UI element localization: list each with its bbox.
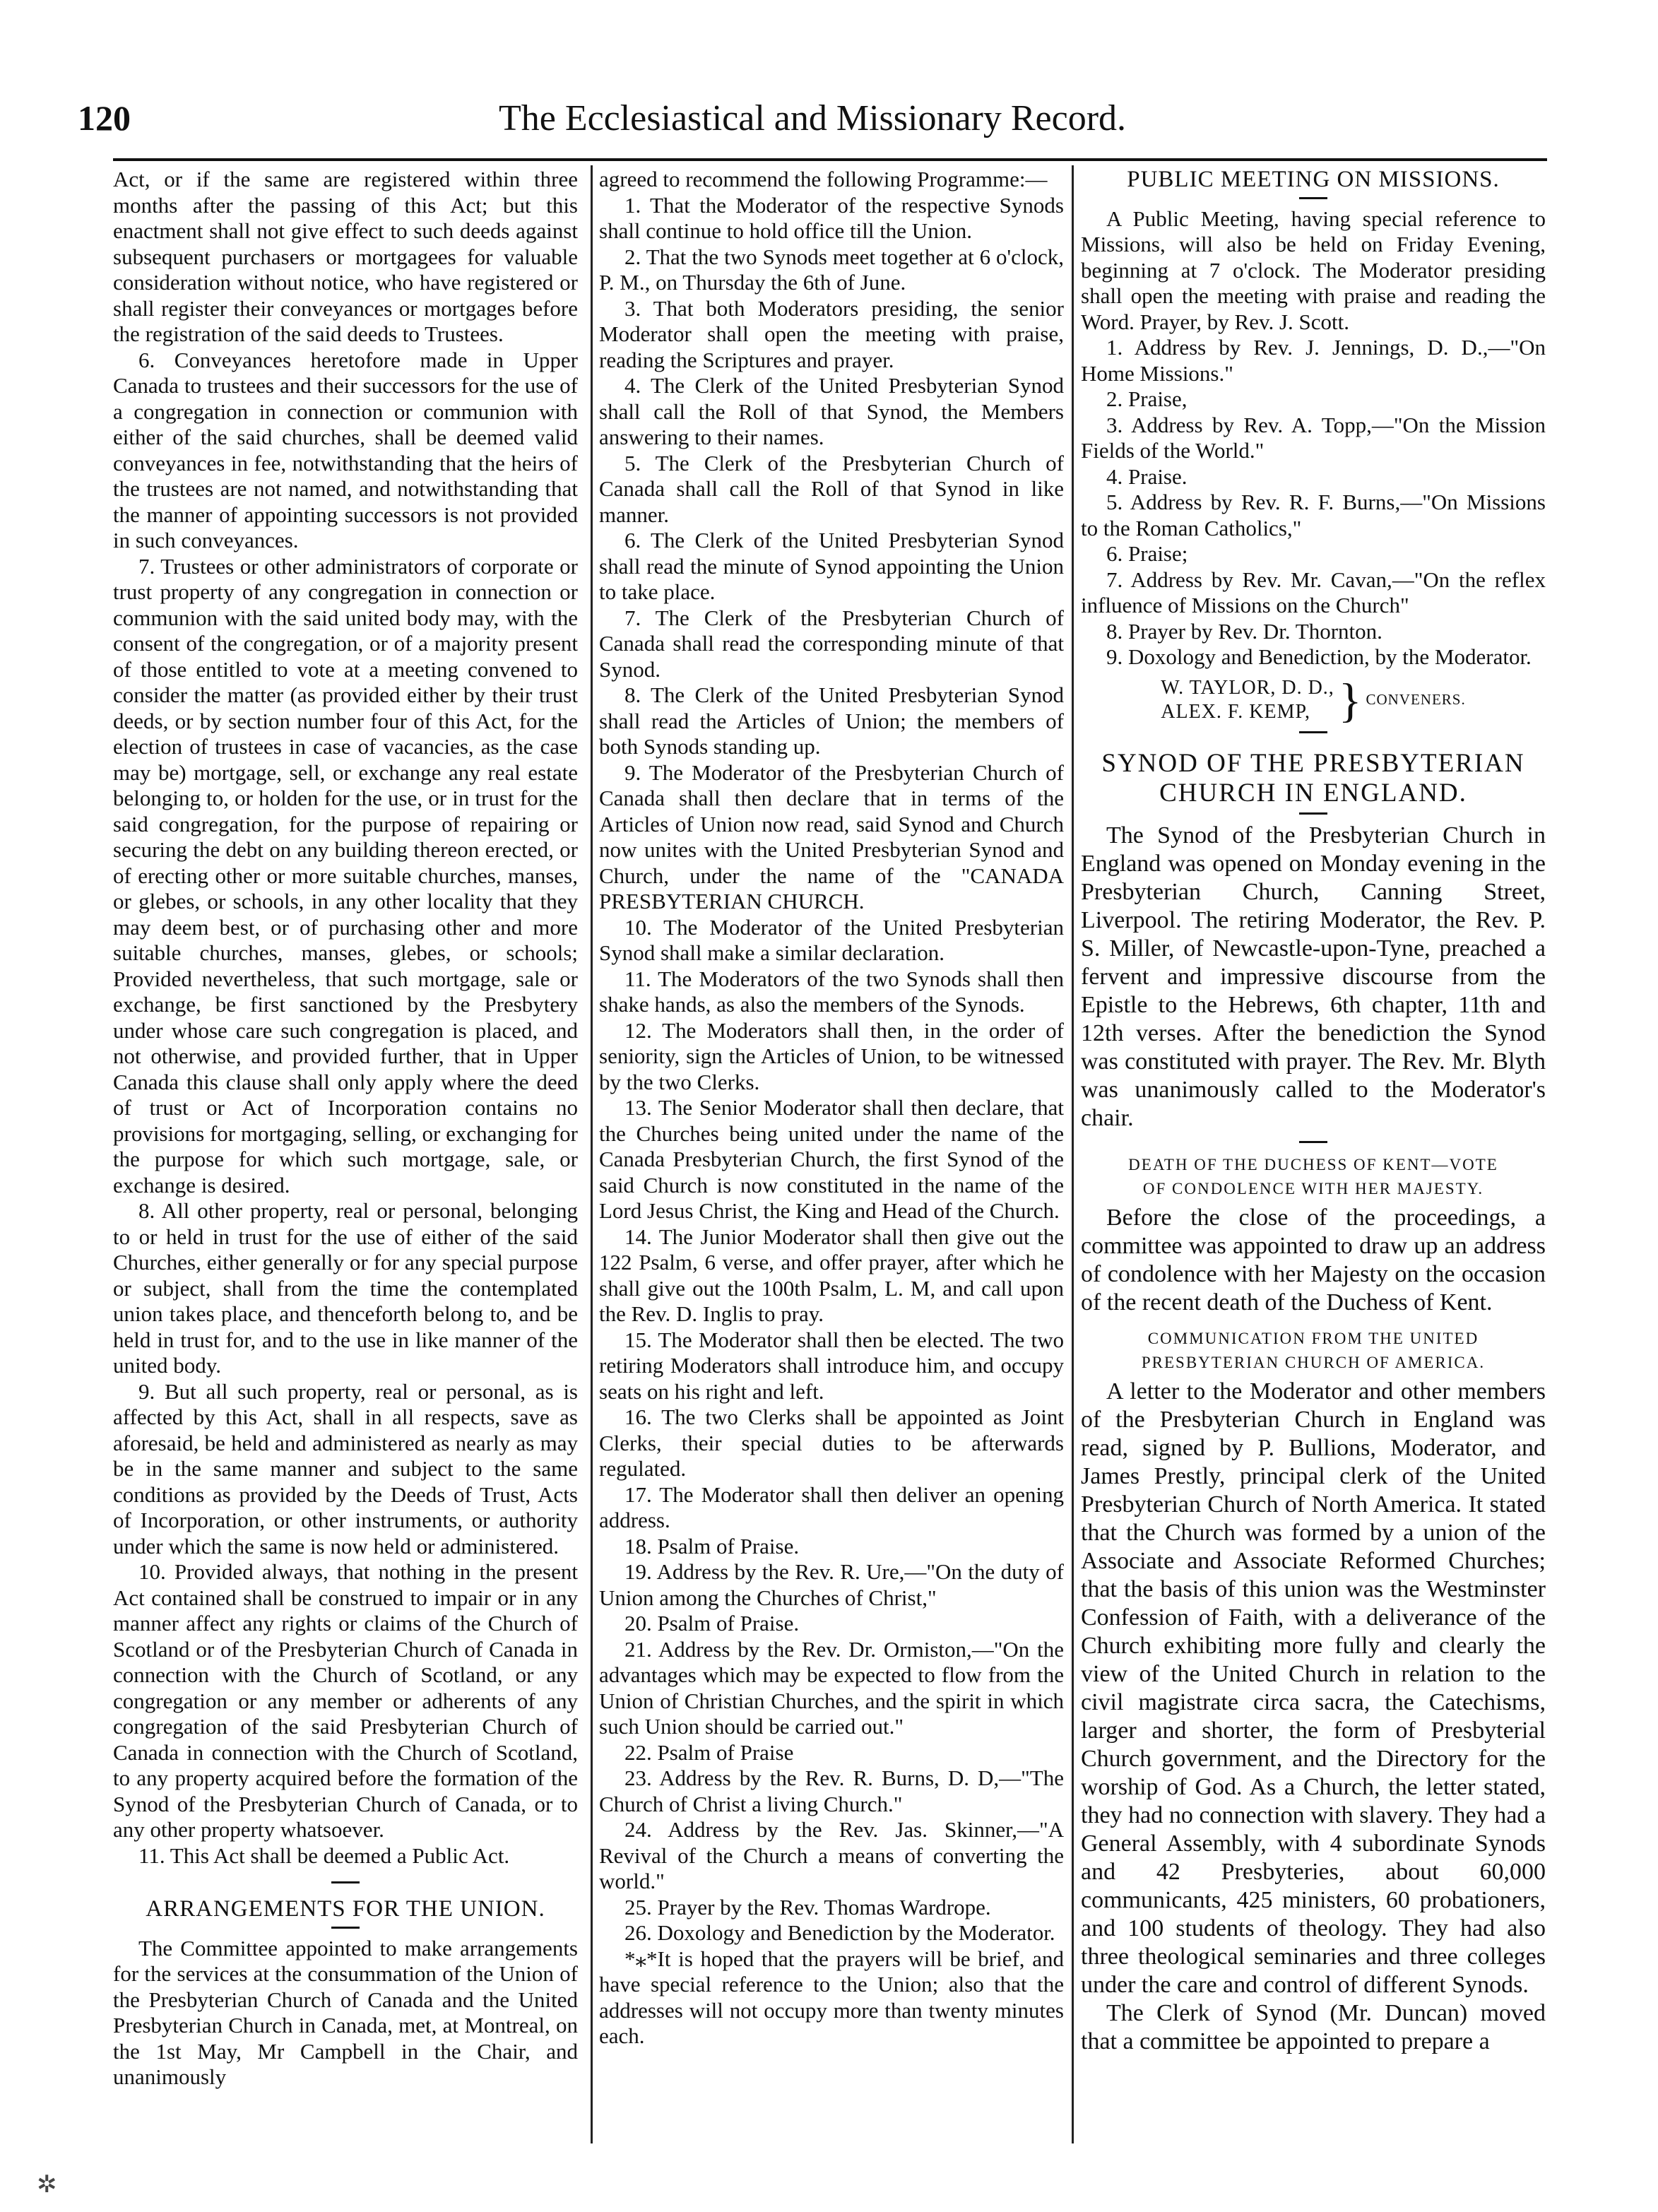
separator [1299,731,1327,733]
section-heading: SYNOD OF THE PRESBYTERIAN CHURCH IN ENGLAND. [1101,748,1525,808]
paragraph: 7. Trustees or other administrators of corporate or trust property of any congregation in connection or communion with the said united body may, with the consent of the congregation, or of a majority present of those entitled to vote at a meeting convened to consider the matter (as provided either by their trust deeds, or by section number four of this Act, for the election of trustees in case of vacancies, as the case may be) mortgage, sell, or exchange any real estate belonging to, or holden for the use, or in trust for the said congregation, for the purpose of repairing or securing the debt on any building thereon erected, or of erecting other or more suitable churches, manses, or glebes, or schools, in any other locality that they may deem best, or of purchasing other and more suitable churches, manses, glebes, or schools; Provided nevertheless, that such mortgage, sale or exchange, be first sanctioned by the Presbytery under whose care such congregation is placed, and not otherwise, and provided further, that in Upper Canada this clause shall only apply where the deed of trust or Act of Incorporation contains no provisions for mortgaging, selling, or exchanging for the purpose for which such mortgage, sale, or exchange is desired. [113,553,578,1197]
subsection-heading-line: COMMUNICATION FROM THE UNITED [1147,1329,1479,1347]
list-item: 13. The Senior Moderator shall then declare, that the Churches being united under the name of the Canada Presbyterian Church, the first Synod of the said Church is now constituted in the name of the Lord Jesus Christ, the King and Head of the Church. [599,1095,1064,1223]
paragraph: 11. This Act shall be deemed a Public Act. [138,1843,510,1868]
signature-block [1081,673,1546,727]
list-item: 1. That the Moderator of the respective Synods shall continue to hold office till the Union. [599,192,1064,243]
ornament-icon: ✲ [37,2172,57,2198]
separator [1299,1141,1327,1143]
list-item: 10. The Moderator of the United Presbyterian Synod shall make a similar declaration. [599,914,1064,965]
paragraph: A Public Meeting, having special reference to Missions, will also be held on Friday Evening, beginning at 7 o'clock. The Moderator presiding shall open the meeting with praise and reading the Word. Prayer, by Rev. J. Scott. [1081,206,1546,334]
list-item: 16. The two Clerks shall be appointed as Joint Clerks, their special duties to be afterwards regulated. [599,1404,1064,1481]
list-item: 2. Praise, [1106,386,1188,411]
subsection-heading-line: OF CONDOLENCE WITH HER MAJESTY. [1142,1179,1484,1197]
signature-names [1161,676,1334,724]
lead-article [1081,1378,1546,2056]
list-item: 21. Address by the Rev. Dr. Ormiston,—"On the advantages which may be expected to flow from the Union of Christian Churches, and the spirit in which such Union should be carried out." [599,1636,1064,1739]
list-item: 8. Prayer by Rev. Dr. Thornton. [1106,618,1382,644]
list-item: 23. Address by the Rev. R. Burns, D. D,—"The Church of Christ a living Church." [599,1766,1064,1816]
list-item: 5. Address by Rev. R. F. Burns,—"On Missions to the Roman Catholics," [1081,490,1546,540]
subsection-heading [1081,1153,1546,1201]
section-heading: PUBLIC MEETING ON MISSIONS. [1127,167,1500,192]
list-item: 6. The Clerk of the United Presbyterian Synod shall read the minute of Synod appointing the Union to take place. [599,528,1064,604]
column-divider-2 [1072,165,1074,2143]
paragraph: Act, or if the same are registered within three months after the passing of this Act; but this enactment shall not give effect to such deeds against subsequent purchasers or mortgagees for valuable consideration without notice, who have registered or shall register their conveyances or mortgages before the registration of the said deeds to Trustees. [113,167,578,346]
paragraph: agreed to recommend the following Programme:— [599,167,1048,191]
paragraph: Before the close of the proceedings, a committee was appointed to draw up an address of condolence with her Majesty on the occasion of the recent death of the Duchess of Kent. [1081,1204,1546,1315]
paragraph: The Clerk of Synod (Mr. Duncan) moved that a committee be appointed to prepare a [1081,1999,1546,2054]
paragraph: The Synod of the Presbyterian Church in England was opened on Monday evening in the Presbyterian Church, Canning Street, Liverpool. The retiring Moderator, the Rev. P. S. Miller, of Newcastle-upon-Tyne, preached a fervent and impressive discourse from the Epistle to the Hebrews, 6th chapter, 11th and 12th verses. After the benediction the Synod was constituted with prayer. The Rev. Mr. Blyth was unanimously called to the Moderator's chair. [1081,822,1546,1131]
list-item: 9. The Moderator of the Presbyterian Church of Canada shall then declare that in terms of the Articles of Union now read, said Synod and Church now unites with the United Presbyterian Synod and Church, under the name of the "CANADA PRESBYTERIAN CHURCH. [599,759,1064,913]
note: *⁎*It is hoped that the prayers will be brief, and have special reference to the Union; also that the addresses will not occupy more than twenty minutes each. [599,1946,1064,2048]
list-item: 3. That both Moderators presiding, the senior Moderator shall open the meeting with praise, reading the Scriptures and prayer. [599,295,1064,372]
list-item: 4. Praise. [1106,463,1188,489]
column-2 [599,167,1064,2050]
paragraph: A letter to the Moderator and other members of the Presbyterian Church in England was read, signed by P. Bullions, Moderator, and James Prestly, principal clerk of the United Presbyterian Church of North America. It stated that the Church was formed by a union of the Associate and Associate Reformed Churches; that the basis of this union was the Westminster Confession of Faith, with a deliverance of the Church exhibiting more fully and clearly the view of the United Church in relation to the civil magistrate circa sacra, the Catechisms, larger and shorter, the form of Presbyterial Church government, and the Directory for the worship of God. As a Church, the letter stated, they had no connection with slavery. They had a General Assembly, with 4 subordinate Synods and 42 Presbyteries, about 60,000 communicants, 425 ministers, 60 probationers, and 100 students of theology. They had also three theological seminaries and three colleges under the care and control of different Synods. [1081,1378,1546,1998]
paragraph: 6. Conveyances heretofore made in Upper Canada to trustees and their successors for the use of a congregation in connection or communion with either of the said churches, shall be deemed valid conveyances in fee, notwithstanding that the heirs of the trustees are not named, and notwithstanding that the manner of appointing successors is not provided in such conveyances. [113,347,578,552]
paragraph: The Committee appointed to make arrangements for the services at the consummation of the Union of the Presbyterian Church of Canada and the United Presbyterian Church in Canada, met, at Montreal, on the 1st May, Mr Campbell in the Chair, and unanimously [113,1935,578,2089]
column-3 [1081,167,1546,2056]
column-divider-1 [591,165,593,2143]
list-item: 26. Doxology and Benediction by the Moderator. [624,1920,1055,1945]
separator [331,1881,360,1883]
page-header [78,97,1547,147]
lead-article [1081,1204,1546,1317]
section-heading: ARRANGEMENTS FOR THE UNION. [146,1896,545,1922]
list-item: 7. The Clerk of the Presbyterian Church of Canada shall read the corresponding minute of that Synod. [599,605,1064,682]
paragraph: 9. But all such property, real or personal, as is affected by this Act, shall in all respects, save as aforesaid, be held and administered as nearly as may be in the same manner and subject to the same conditions as provided by the Deeds of Trust, Acts of Incorporation, or other instruments, or authority under which the same is now held or administered. [113,1378,578,1559]
list-item: 14. The Junior Moderator shall then give out the 122 Psalm, 6 verse, and offer prayer, after which he shall give out the 100th Psalm, L. M, and call upon the Rev. D. Inglis to pray. [599,1224,1064,1326]
subsection-heading [1081,1327,1546,1375]
lead-article [1081,822,1546,1132]
page-number: 120 [78,98,131,138]
list-item: 11. The Moderators of the two Synods shall then shake hands, as also the members of the Synods. [599,966,1064,1017]
list-item: 5. The Clerk of the Presbyterian Church of Canada shall call the Roll of that Synod in like manner. [599,450,1064,527]
signature-name: W. TAYLOR, D. D., [1161,676,1334,699]
separator [1299,197,1327,199]
list-item: 17. The Moderator shall then deliver an opening address. [599,1481,1064,1532]
list-item: 9. Doxology and Benediction, by the Moderator. [1106,644,1532,669]
list-item: 15. The Moderator shall then be elected. The two retiring Moderators shall introduce him, and occupy seats on his right and left. [599,1327,1064,1404]
list-item: 19. Address by the Rev. R. Ure,—"On the duty of Union among the Churches of Christ," [599,1559,1064,1610]
list-item: 12. The Moderators shall then, in the order of seniority, sign the Articles of Union, to be witnessed by the two Clerks. [599,1017,1064,1094]
list-item: 8. The Clerk of the United Presbyterian Synod shall read the Articles of Union; the members of both Synods standing up. [599,682,1064,759]
header-rule [113,158,1547,161]
subsection-heading-line: DEATH OF THE DUCHESS OF KENT—VOTE [1128,1155,1498,1173]
paragraph: 10. Provided always, that nothing in the present Act contained shall be construed to impair or in any manner affect any rights or claims of the Church of Scotland or of the Presbyterian Church of Canada in connection with the Church of Scotland, or any congregation or any member or adherents of any congregation of the said Presbyterian Church of Canada in connection with the Church of Scotland, to any property acquired before the formation of the Synod of the Presbyterian Church of Canada, or to any other property whatsoever. [113,1559,578,1842]
brace-icon: } [1338,673,1362,727]
list-item: 25. Prayer by the Rev. Thomas Wardrope. [624,1894,991,1920]
list-item: 7. Address by Rev. Mr. Cavan,—"On the reflex influence of Missions on the Church" [1081,567,1546,617]
list-item: 6. Praise; [1106,541,1188,566]
signature-role: CONVENERS. [1366,691,1466,709]
list-item: 24. Address by the Rev. Jas. Skinner,—"A Revival of the Church a means of converting the world." [599,1817,1064,1893]
separator [1299,812,1327,815]
list-item: 18. Psalm of Praise. [624,1533,800,1559]
column-1 [113,167,578,2090]
list-item: 4. The Clerk of the United Presbyterian Synod shall call the Roll of that Synod, the Members answering to their names. [599,373,1064,449]
list-item: 2. That the two Synods meet together at 6 o'clock, P. M., on Thursday the 6th of June. [599,244,1064,295]
journal-title: The Ecclesiastical and Missionary Record. [498,98,1127,138]
separator [331,1927,360,1929]
list-item: 20. Psalm of Praise. [624,1611,800,1636]
list-item: 1. Address by Rev. J. Jennings, D. D.,—"On Home Missions." [1081,335,1546,386]
list-item: 3. Address by Rev. A. Topp,—"On the Mission Fields of the World." [1081,412,1546,463]
signature-name: ALEX. F. KEMP, [1161,700,1310,723]
paragraph: 8. All other property, real or personal, belonging to or held in trust for the use of either of the said Churches, either generally or for any special purpose or subject, shall from the time the contemplated union takes place, and thenceforth belong to, and be held in trust for, and to the use in like manner of the united body. [113,1198,578,1378]
subsection-heading-line: PRESBYTERIAN CHURCH OF AMERICA. [1141,1353,1486,1371]
list-item: 22. Psalm of Praise [624,1739,794,1765]
